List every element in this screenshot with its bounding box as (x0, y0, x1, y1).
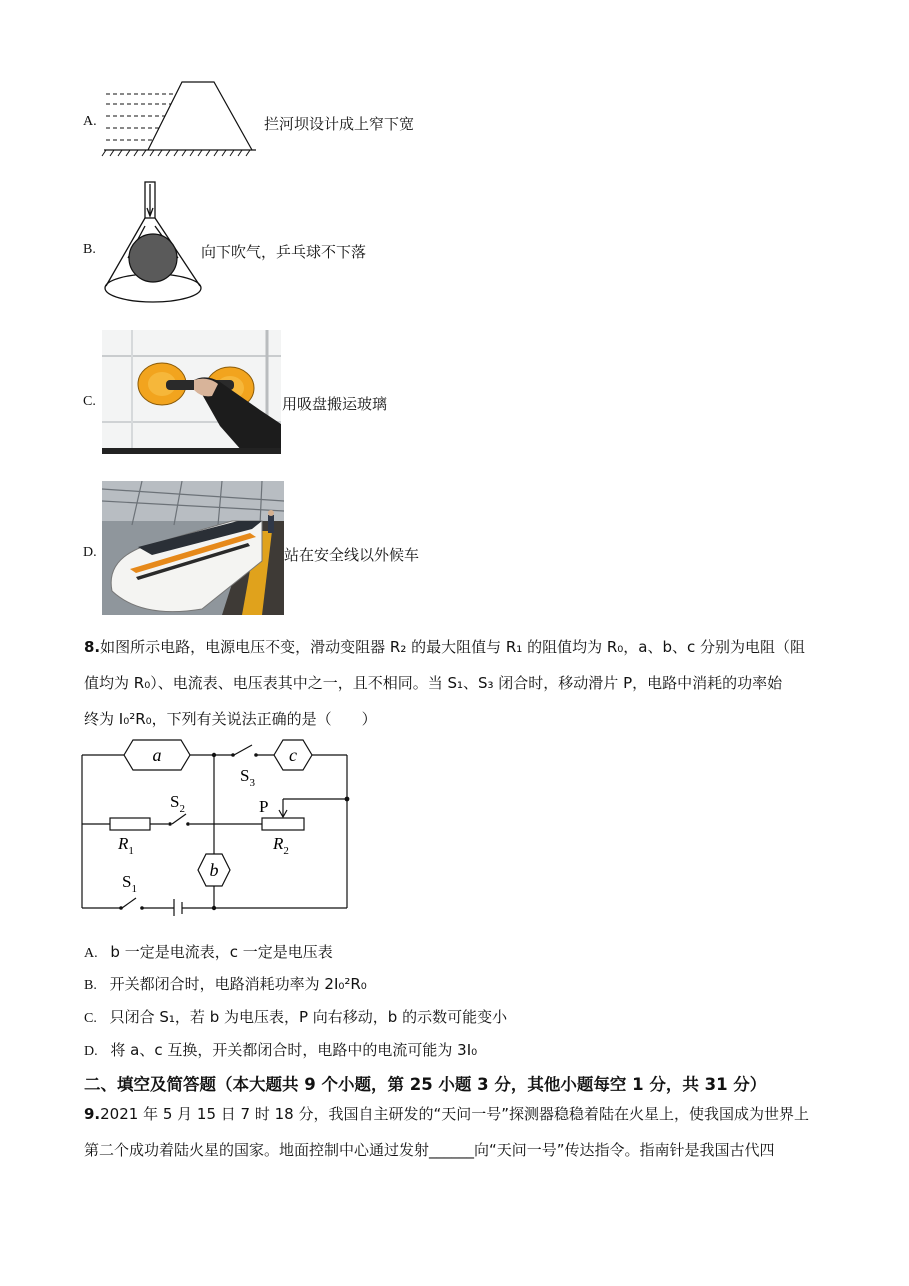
option-d-text: 站在安全线以外候车 (284, 546, 420, 564)
s3-label: $S_3$ (240, 766, 255, 789)
q8-line-3: 终为 I₀²R₀，下列有关说法正确的是（ ） (84, 710, 377, 728)
q8-text-1: 如图所示电路，电源电压不变，滑动变阻器 R₂ 的最大阻值与 R₁ 的阻值均为 R₀，a、b、c 分别为电阻（阻 (100, 638, 806, 656)
q9-text-1: 2021 年 5 月 15 日 7 时 18 分，我国自主研发的“天问一号”探测器稳稳着陆在火星上，使我国成为世界上 (100, 1105, 810, 1123)
q8-number: 8. (84, 638, 101, 656)
option-c-text: 用吸盘搬运玻璃 (282, 395, 388, 413)
option-b-letter: B. (83, 242, 96, 257)
dam-diagram-icon (100, 78, 260, 158)
q8-choice-c: C. 只闭合 S₁，若 b 为电压表，P 向右移动，b 的示数可能变小 (84, 1008, 508, 1026)
option-a-text: 拦河坝设计成上窄下宽 (264, 115, 415, 133)
option-d-letter: D. (83, 545, 97, 560)
q8-choice-d: D. 将 a、c 互换，开关都闭合时，电路中的电流可能为 3I₀ (84, 1041, 478, 1059)
option-b-text: 向下吹气，乒乓球不下落 (201, 243, 367, 261)
suction-cup-photo-icon (102, 330, 281, 454)
s2-label: $S_2$ (170, 792, 185, 815)
q8-choice-b: B. 开关都闭合时，电路消耗功率为 2I₀²R₀ (84, 975, 367, 993)
option-c-letter: C. (83, 394, 96, 409)
circuit-diagram (76, 736, 366, 916)
q9-line-1 (84, 1105, 809, 1123)
option-a-letter: A. (83, 114, 97, 129)
r2-label: $R_2$ (273, 834, 289, 857)
meter-b-label: b (209, 860, 219, 880)
q8-choice-a: A. b 一定是电流表，c 一定是电压表 (84, 943, 333, 961)
train-platform-photo-icon (102, 481, 284, 615)
q9-line-2: 第二个成功着陆火星的国家。地面控制中心通过发射______向“天问一号”传达指令。指南针是我国古代四 (84, 1141, 775, 1159)
p-label: P (259, 797, 269, 816)
meter-a-label: a (152, 745, 162, 765)
q8-line-1 (84, 638, 805, 656)
r1-label: $R_1$ (118, 834, 134, 857)
meter-c-label: c (289, 745, 297, 765)
q9-number: 9. (84, 1105, 101, 1123)
section-2-heading: 二、填空及简答题（本大题共 9 个小题，第 25 小题 3 分，其他小题每空 1 分，共 31 分） (84, 1075, 767, 1094)
s1-label: $S_1$ (122, 872, 137, 895)
q8-line-2: 值均为 R₀）、电流表、电压表其中之一，且不相同。当 S₁、S₃ 闭合时，移动滑片 P，电路中消耗的功率始 (84, 674, 783, 692)
funnel-ball-diagram-icon (98, 178, 208, 310)
